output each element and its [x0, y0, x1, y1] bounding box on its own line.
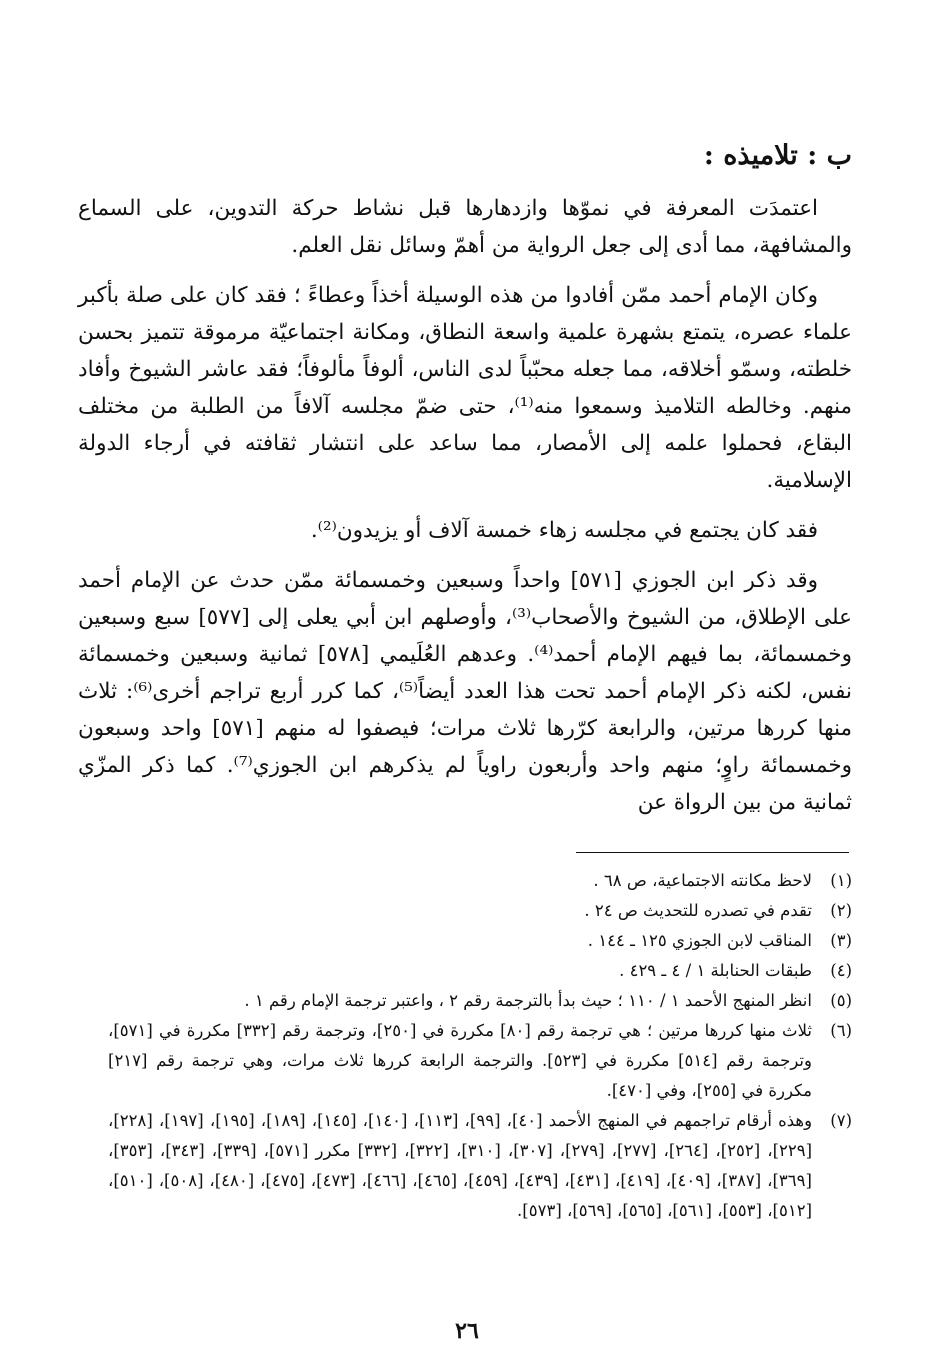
footnote — [108, 926, 852, 956]
footnote-number: (١) — [830, 871, 852, 890]
paragraph: وكان الإمام أحمد ممّن أفادوا من هذه الوسيلة أخذاً وعطاءً ؛ فقد كان على صلة بأكبر علماء عصره، يتمتع بشهرة علمية واسعة النطاق، ومكانة اجتماعيّة مرموقة تتميز بحسن خلطته، وسمّو أخلاقه، مما جعله محبّباً لدى الناس، ألوفاً مألوفاً؛ فقد عاشر الشيوخ وأفاد منهم. وخالطه التلاميذ وسمعوا منه⁽¹⁾، حتى ضمّ مجلسه آلافاً من الطلبة من مختلف البقاع، فحملوا علمه إلى الأمصار، مما ساعد على انتشار ثقافته في أرجاء الدولة الإسلامية. — [78, 283, 852, 493]
paragraph: اعتمدَت المعرفة في نموّها وازدهارها قبل نشاط حركة التدوين، على السماع والمشافهة، مما أدى إلى جعل الرواية من أهمّ وسائل نقل العلم. — [78, 196, 852, 258]
footnote — [108, 896, 852, 926]
footnote-separator — [576, 852, 849, 853]
footnote — [108, 986, 852, 1016]
footnote-number: (٥) — [830, 991, 852, 1010]
footnote — [108, 866, 852, 896]
main-text — [78, 190, 852, 821]
footnote-number: (٧) — [830, 1111, 852, 1130]
paragraph: وقد ذكر ابن الجوزي [٥٧١] واحداً وسبعين وخمسمائة ممّن حدث عن الإمام أحمد على الإطلاق، من الشيوخ والأصحاب⁽³⁾، وأوصلهم ابن أبي يعلى إلى [٥٧٧] سبع وسبعين وخمسمائة، بما فيهم الإمام أحمد⁽⁴⁾. وعدهم العُلَيمي [٥٧٨] ثمانية وسبعين وخمسمائة نفس، لكنه ذكر الإمام أحمد تحت هذا العدد أيضاً⁽⁵⁾، كما كرر أربع تراجم أخرى⁽⁶⁾: ثلاث منها كررها مرتين، والرابعة كرّرها ثلاث مرات؛ فيصفوا له منهم [٥٧١] واحد وسبعون وخمسمائة راوٍ؛ منهم واحد وأربعون راوياً لم يذكرهم ابن الجوزي⁽⁷⁾. كما ذكر المزّي ثمانية من بين الرواة عن — [78, 568, 852, 815]
footnote-number: (٢) — [830, 901, 852, 920]
footnote-text: لاحظ مكانته الاجتماعية، ص ٦٨ . — [593, 871, 812, 890]
footnote-text: تقدم في تصدره للتحديث ص ٢٤ . — [584, 901, 812, 920]
footnote-text: المناقب لابن الجوزي ١٢٥ ـ ١٤٤ . — [587, 931, 812, 950]
footnote-text: وهذه أرقام تراجمهم في المنهج الأحمد [٤٠]، [٩٩]، [١١٣]، [١٤٠]، [١٤٥]، [١٨٩]، [١٩٥]، [١٩٧]، [٢٢٨]، [٢٢٩]، [٢٥٢]، [٢٦٤]، [٢٧٧]، [٢٧٩]، [٣٠٧]، [٣١٠]، [٣٢٢]، [٣٣٢] مكرر [٥٧١]، [٣٣٩]، [٣٤٣]، [٣٥٣]، [٣٦٩]، [٣٨٧]، [٤٠٩]، [٤١٩]، [٤٣١]، [٤٣٩]، [٤٥٩]، [٤٦٥]، [٤٦٦]، [٤٧٣]، [٤٧٥]، [٤٨٠]، [٥٠٨]، [٥١٠]، [٥١٢]، [٥٥٣]، [٥٦١]، [٥٦٥]، [٥٦٩]، [٥٧٣]. — [108, 1111, 813, 1220]
footnote-text: ثلاث منها كررها مرتين ؛ هي ترجمة رقم [٨٠] مكررة في [٢٥٠]، وترجمة رقم [٣٣٢] مكررة في [٥٧١]، وترجمة رقم [٥١٤] مكررة في [٥٢٣]. والترجمة الرابعة كررها ثلاث مرات، وهي ترجمة رقم [٢١٧] مكررة في [٢٥٥]، وفي [٤٧٠]. — [108, 1021, 813, 1100]
footnote-text: طبقات الحنابلة ١ / ٤ ـ ٤٢٩ . — [619, 961, 812, 980]
footnote — [108, 1106, 852, 1226]
footnote — [108, 956, 852, 986]
paragraph: فقد كان يجتمع في مجلسه زهاء خمسة آلاف أو يزيدون⁽²⁾. — [310, 518, 818, 543]
footnote-number: (٣) — [830, 931, 852, 950]
footnote-number: (٤) — [830, 961, 852, 980]
page-number: ٢٦ — [455, 1318, 479, 1344]
footnote-text: انظر المنهج الأحمد ١ / ١١٠ ؛ حيث بدأ بالترجمة رقم ٢ ، واعتبر ترجمة الإمام رقم ١ . — [244, 991, 812, 1010]
section-heading: ب : تلاميذه : — [703, 140, 852, 171]
footnotes — [108, 866, 852, 1226]
footnote — [108, 1016, 852, 1106]
footnote-number: (٦) — [830, 1021, 852, 1040]
